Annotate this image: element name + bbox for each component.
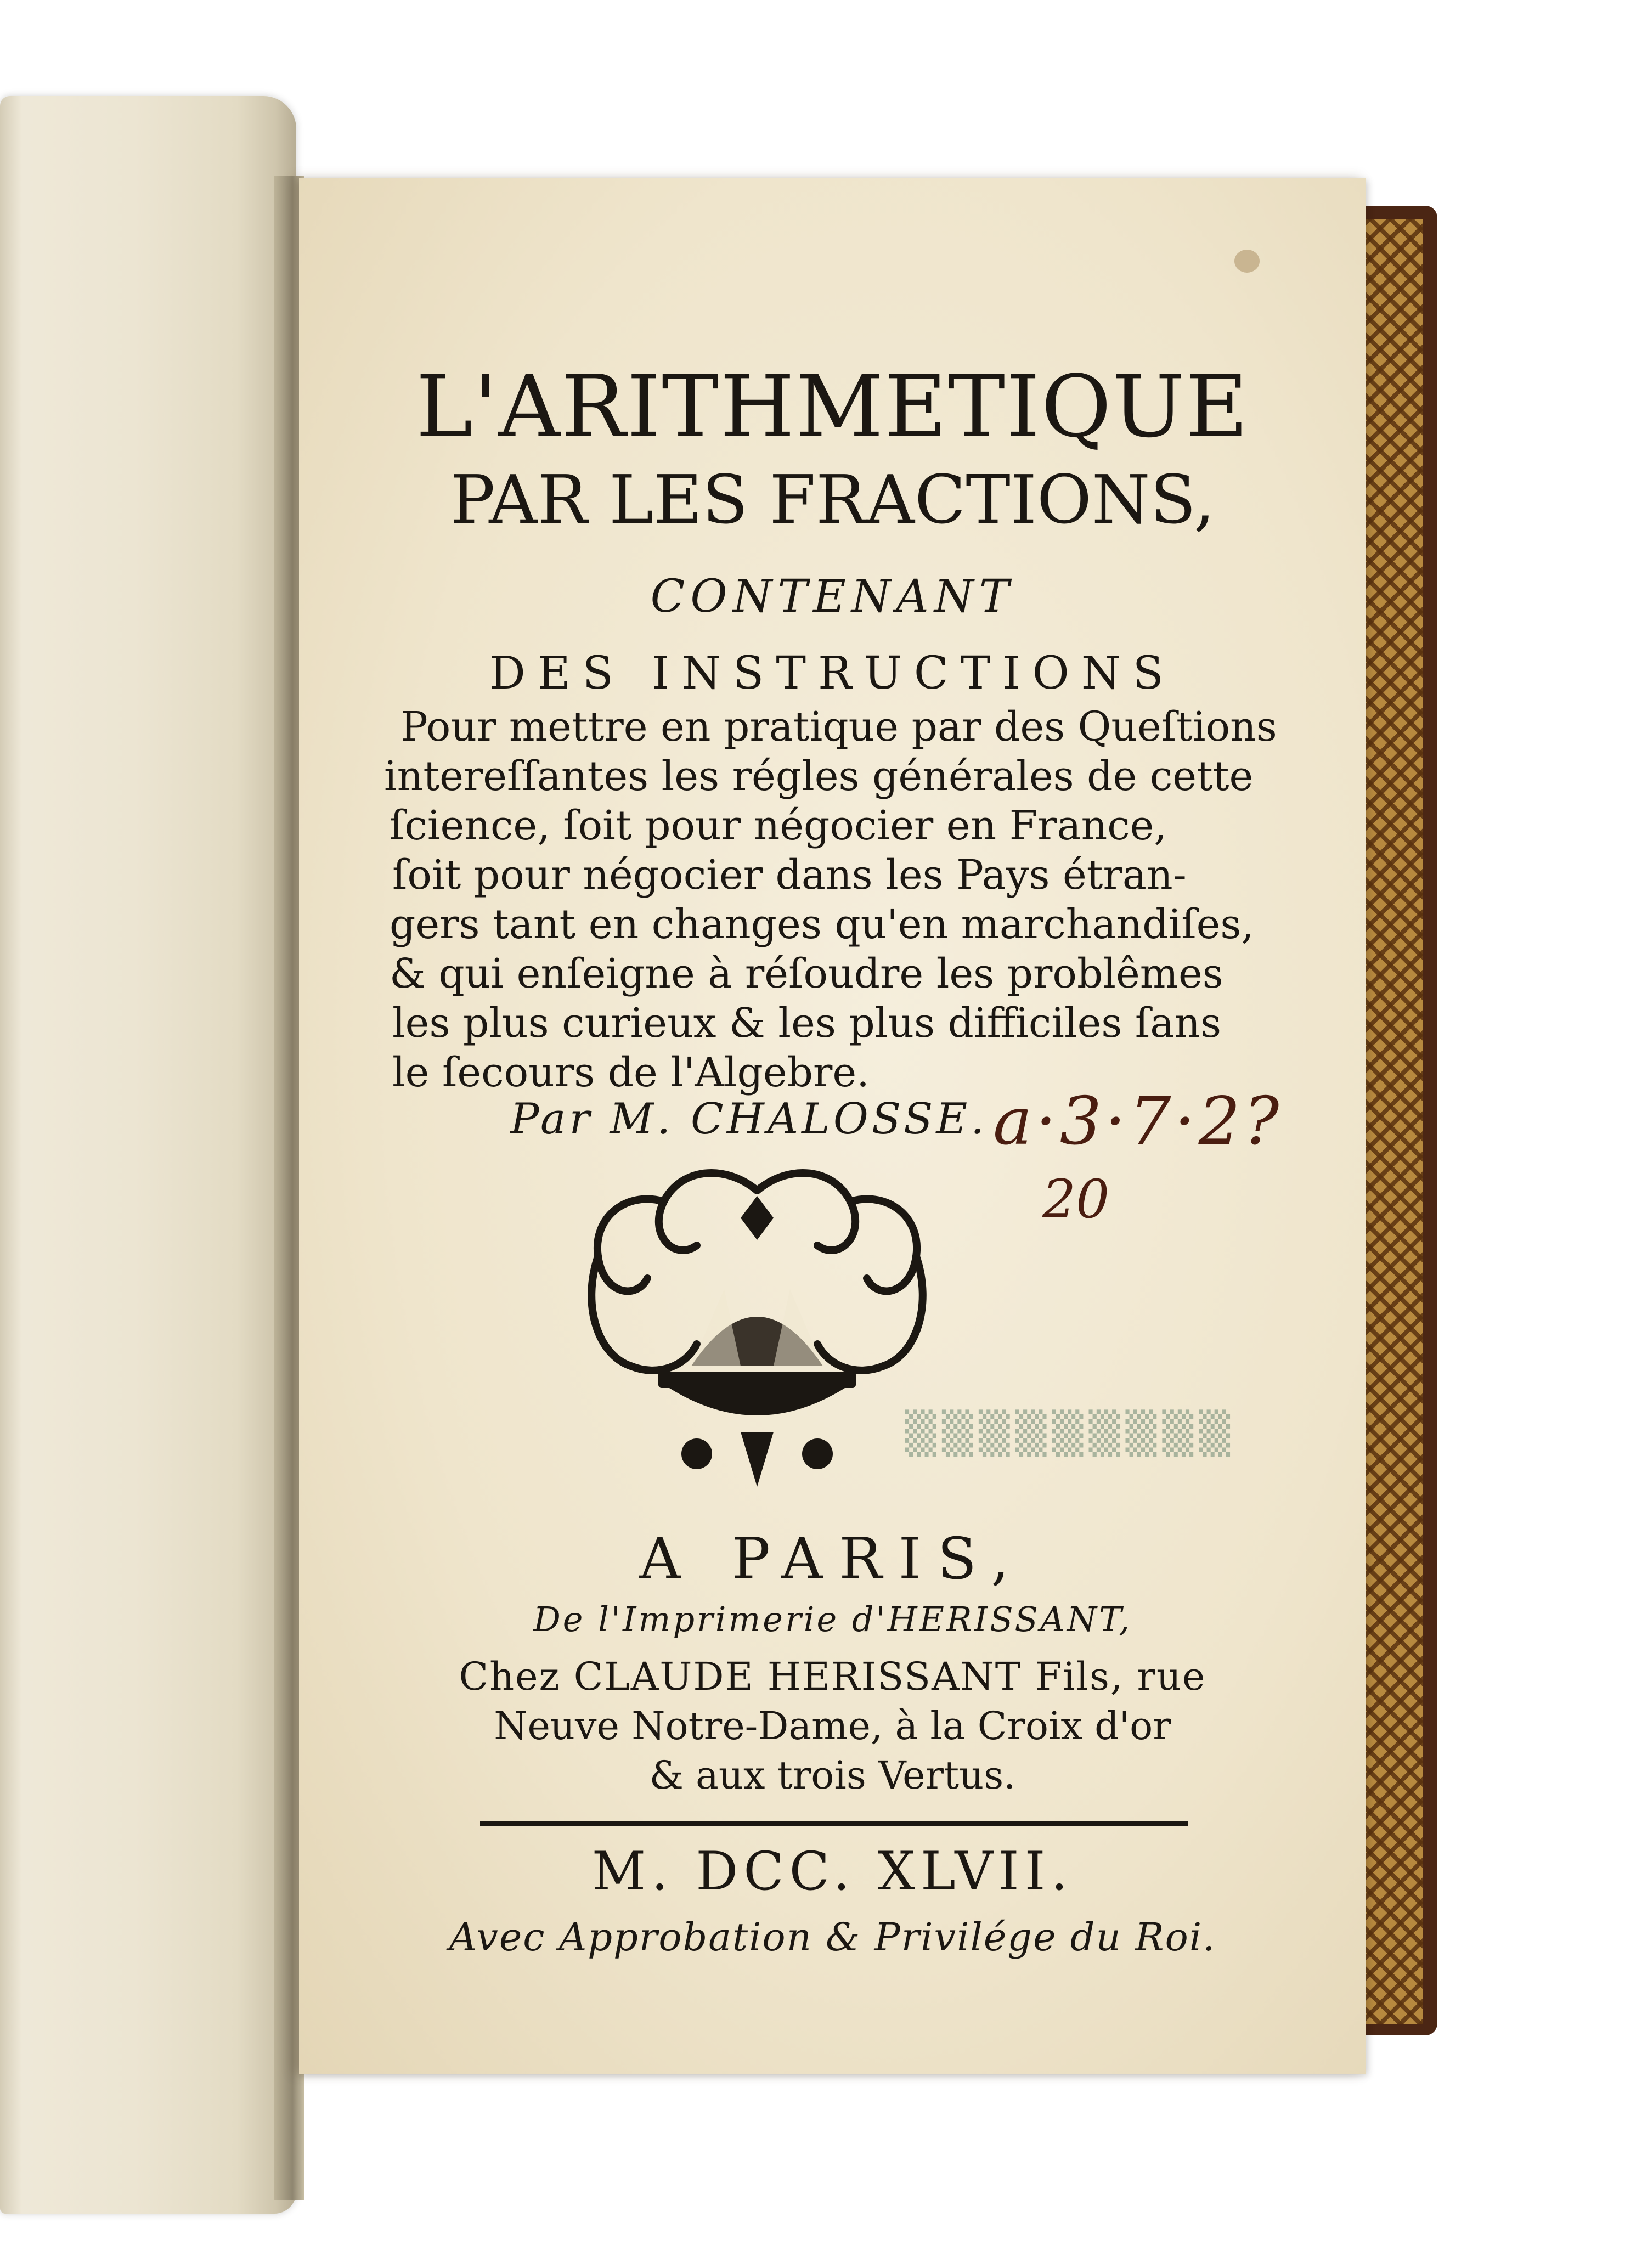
- description-line: le ſecours de l'Algebre.: [392, 1049, 870, 1096]
- approval-line: Avec Approbation & Privilége du Roi.: [449, 1915, 1216, 1960]
- handwritten-annotation: a·3·7·2?: [993, 1084, 1283, 1160]
- description-line: & qui enſeigne à réſoudre les problêmes: [390, 950, 1223, 997]
- publication-date: M. DCC. XLVII.: [591, 1841, 1074, 1902]
- description-line: ſcience, ſoit pour négocier en France,: [390, 802, 1167, 849]
- title-line-2: PAR LES FRACTIONS,: [450, 461, 1215, 539]
- left-facing-page: [0, 96, 296, 2214]
- imprint-line-4: & aux trois Vertus.: [649, 1753, 1016, 1798]
- description-line: ſoit pour négocier dans les Pays étran-: [392, 851, 1187, 899]
- description-line: gers tant en changes qu'en marchandiſes,: [390, 901, 1254, 948]
- title-line-3: CONTENANT: [650, 571, 1015, 623]
- description-block: [351, 702, 1277, 1097]
- imprint-line-3: Neuve Notre-Dame, à la Croix d'or: [494, 1703, 1171, 1748]
- description-line: intereſſantes les régles générales de cette: [384, 753, 1254, 800]
- faded-stamp: ▒▒▒▒▒▒▒▒▒: [905, 1410, 1236, 1457]
- title-line-4: DES INSTRUCTIONS: [489, 647, 1176, 699]
- horizontal-rule: [480, 1821, 1188, 1826]
- description-line: Pour mettre en pratique par des Queſtions: [400, 703, 1277, 751]
- imprint-line-1: De l'Imprimerie d'HERISSANT,: [533, 1599, 1132, 1639]
- title-line-1: L'ARITHMETIQUE: [416, 357, 1249, 456]
- description-line: les plus curieux & les plus difficiles ſans: [392, 1000, 1222, 1047]
- handwritten-price: 20: [1042, 1169, 1110, 1230]
- paper-stain: [1234, 250, 1260, 273]
- imprint-line-2: Chez CLAUDE HERISSANT Fils, rue: [459, 1654, 1206, 1699]
- author-line: Par M. CHALOSSE.: [510, 1094, 988, 1144]
- printers-ornament-icon: [560, 1158, 955, 1498]
- place-line: A PARIS,: [639, 1525, 1026, 1592]
